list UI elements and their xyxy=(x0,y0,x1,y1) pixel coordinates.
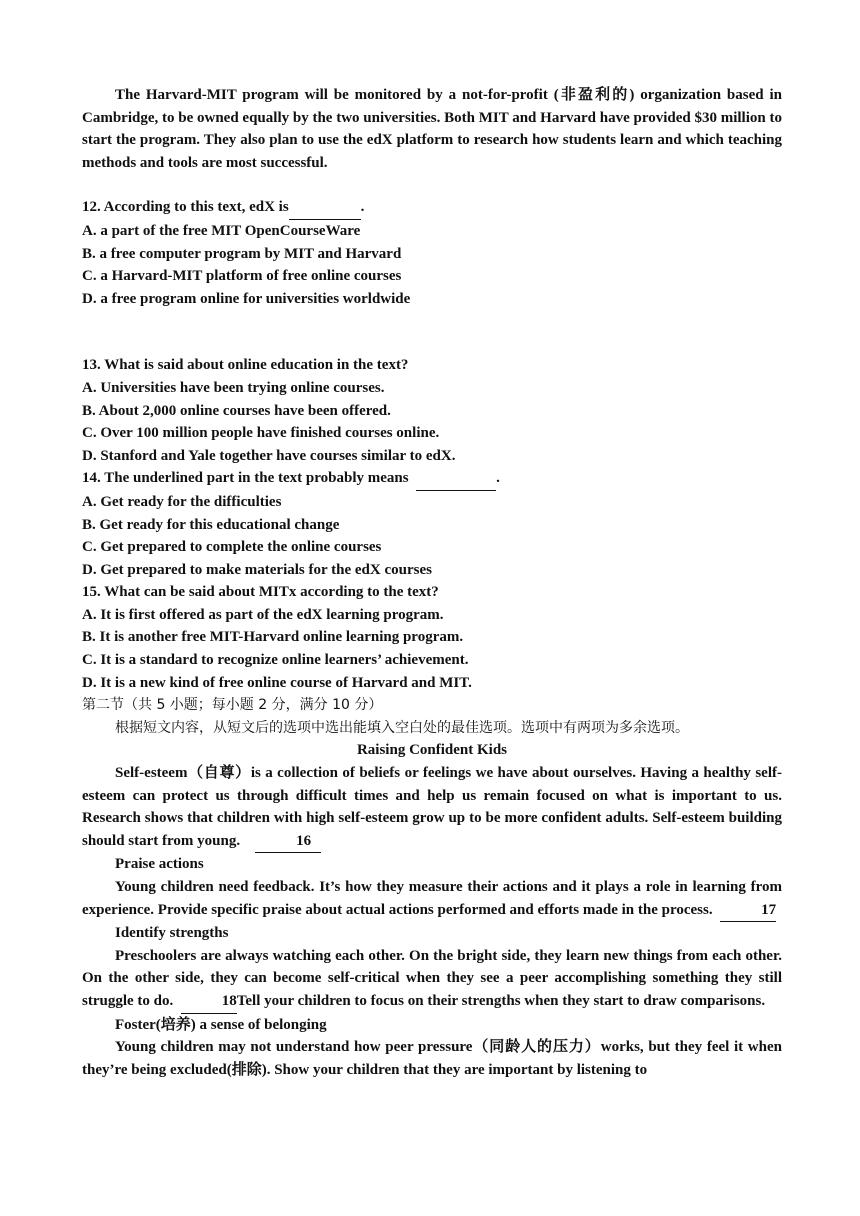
option-d[interactable]: D. It is a new kind of free online course of Harvard and MIT. xyxy=(82,674,472,691)
option-b[interactable]: B. Get ready for this educational change xyxy=(82,516,340,533)
option-c[interactable]: C. a Harvard-MIT platform of free online courses xyxy=(82,268,402,285)
passage-paragraph-2: Young children need feedback. It’s how they measure their actions and it plays a role in learning from experience. Provide specific praise about actual actions performed and efforts made in the process. 17 xyxy=(82,876,782,922)
option-d[interactable]: D. a free program online for universities worldwide xyxy=(82,290,411,307)
question-stem: 13. What is said about online education in the text? xyxy=(82,357,409,374)
answer-blank xyxy=(289,196,361,220)
option-b[interactable]: B. It is another free MIT-Harvard online learning program. xyxy=(82,629,464,646)
question-14 xyxy=(82,467,782,581)
option-a[interactable]: A. a part of the free MIT OpenCourseWare xyxy=(82,222,361,239)
passage-paragraph-3: Preschoolers are always watching each other. On the bright side, they learn new things from each other. On the other side, they can become self-critical when they see a peer accomplishing something they still struggle to do. 18Tell your children to focus on their strengths when they start to draw comparisons. xyxy=(82,945,782,1014)
question-stem: 14. The underlined part in the text probably means . xyxy=(82,467,782,491)
option-c[interactable]: C. It is a standard to recognize online learners’ achievement. xyxy=(82,652,469,669)
blank-17[interactable]: 17 xyxy=(720,899,776,923)
intro-paragraph: The Harvard-MIT program will be monitored by a not-for-profit (非盈利的) organization based in Cambridge, to be owned equally by the two universities. Both MIT and Harvard have provided $30 million to start the program. They also plan to use the edX platform to research how students learn and which teaching methods and tools are most successful. xyxy=(82,87,782,171)
option-d[interactable]: D. Get prepared to make materials for the edX courses xyxy=(82,561,432,578)
option-d[interactable]: D. Stanford and Yale together have courses similar to edX. xyxy=(82,447,456,464)
subheading-praise-actions: Praise actions xyxy=(115,856,204,873)
subheading-identify-strengths: Identify strengths xyxy=(115,925,229,942)
answer-blank xyxy=(416,467,496,491)
option-b[interactable]: B. About 2,000 online courses have been offered. xyxy=(82,402,391,419)
option-a[interactable]: A. Get ready for the difficulties xyxy=(82,493,282,510)
question-12 xyxy=(82,196,782,310)
option-a[interactable]: A. It is first offered as part of the edX learning program. xyxy=(82,606,444,623)
question-15 xyxy=(82,581,782,694)
option-c[interactable]: C. Over 100 million people have finished courses online. xyxy=(82,425,440,442)
option-a[interactable]: A. Universities have been trying online courses. xyxy=(82,379,385,396)
option-b[interactable]: B. a free computer program by MIT and Harvard xyxy=(82,245,402,262)
blank-16[interactable]: 16 xyxy=(255,830,321,854)
section-instruction: 根据短文内容，从短文后的选项中选出能填入空白处的最佳选项。选项中有两项为多余选项。 xyxy=(115,719,689,736)
passage-paragraph-4: Young children may not understand how peer pressure（同龄人的压力）works, but they feel it when they’re being excluded(排除). Show your children that they are important by listening to xyxy=(82,1039,782,1078)
subheading-foster-belonging: Foster(培养) a sense of belonging xyxy=(115,1016,327,1033)
blank-18[interactable]: 18 xyxy=(181,990,237,1014)
passage-title: Raising Confident Kids xyxy=(356,742,508,759)
option-c[interactable]: C. Get prepared to complete the online courses xyxy=(82,539,382,556)
question-stem: 12. According to this text, edX is . xyxy=(82,196,782,220)
question-stem: 15. What can be said about MITx according to the text? xyxy=(82,584,439,601)
section-heading: 第二节（共 5 小题；每小题 2 分，满分 10 分） xyxy=(82,697,383,714)
passage-paragraph-1: Self-esteem（自尊）is a collection of beliefs or feelings we have about ourselves. Having a healthy self-esteem can protect us through difficult times and help us remain focused on what is important to us. Research shows that children with high self-esteem grow up to be more confident adults. Self-esteem building should start from young. 16 xyxy=(82,762,782,853)
question-13 xyxy=(82,354,782,467)
